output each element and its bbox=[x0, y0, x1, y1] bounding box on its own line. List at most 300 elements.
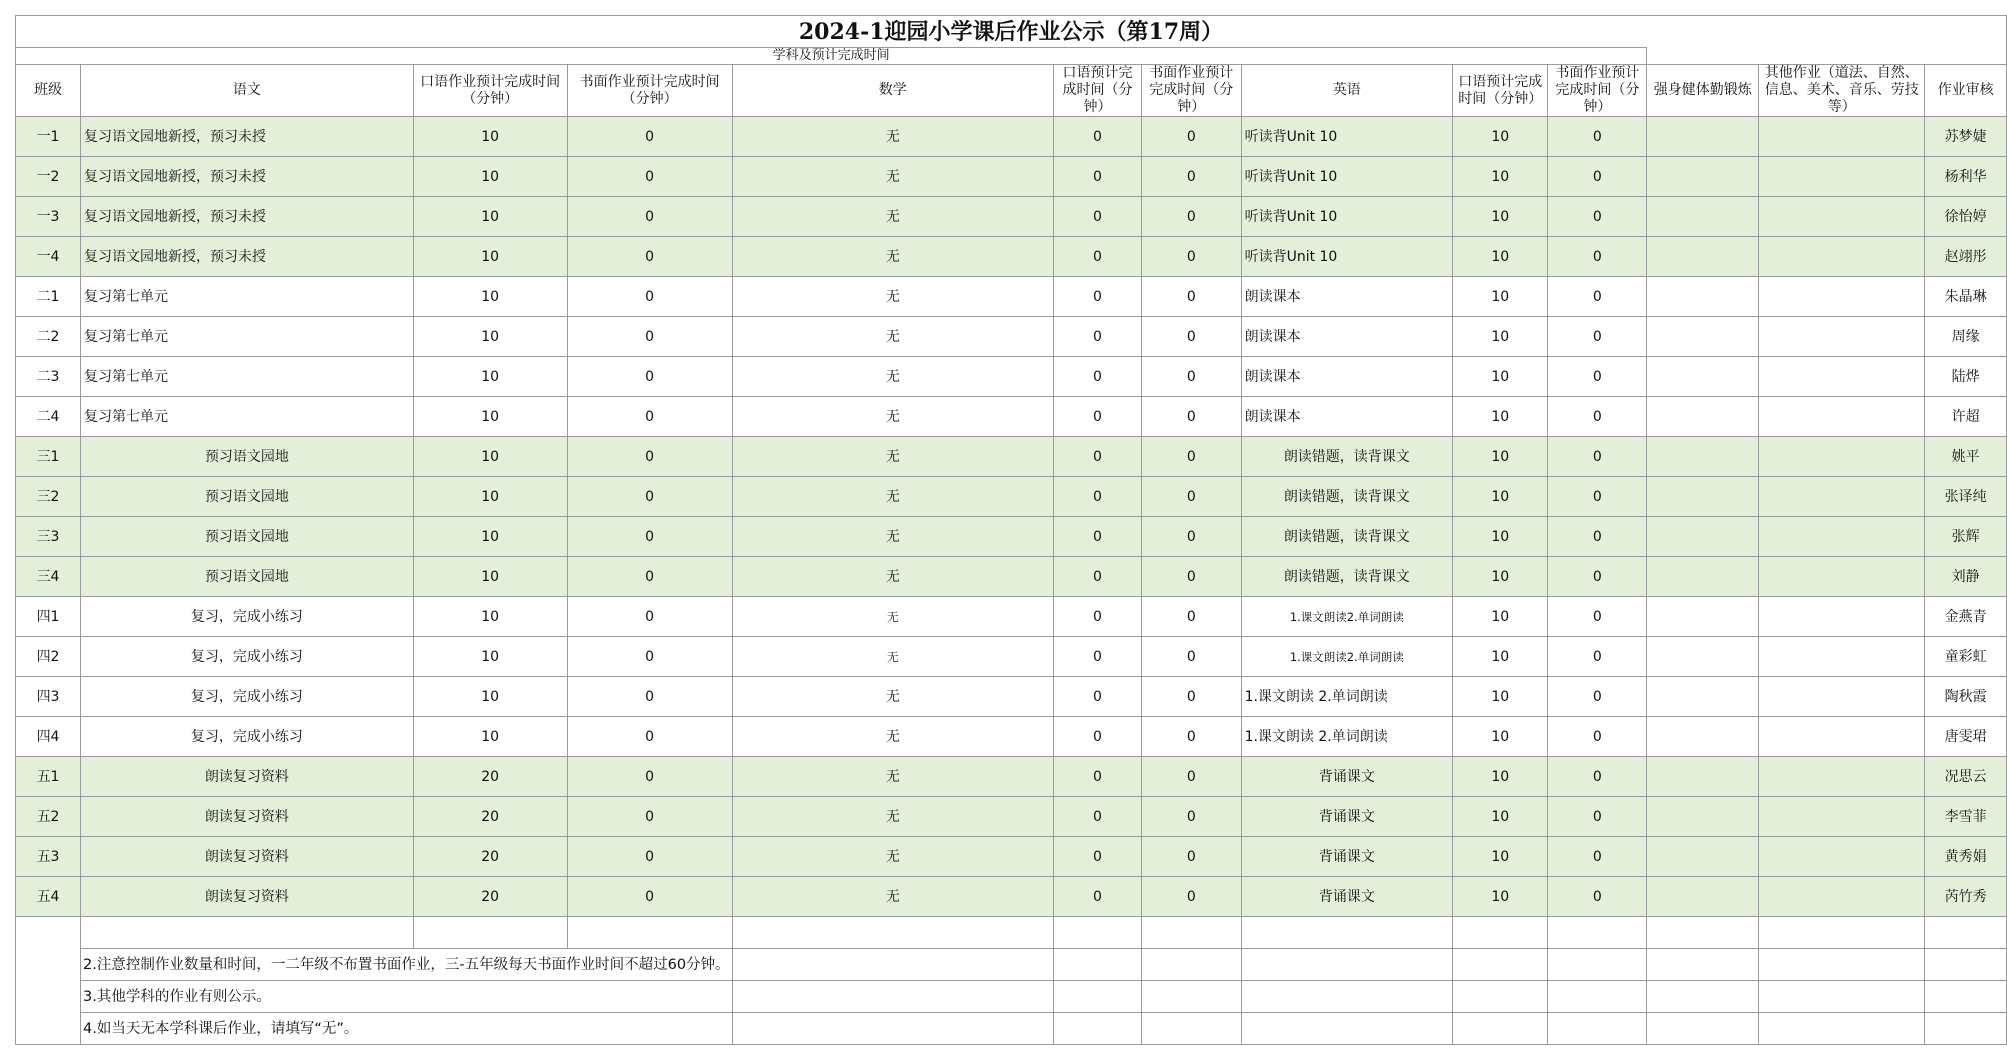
math-oral-time-cell: 0 bbox=[1053, 797, 1141, 837]
pe-cell bbox=[1647, 877, 1759, 917]
table-row bbox=[16, 717, 2007, 757]
math-oral-time-cell: 0 bbox=[1053, 757, 1141, 797]
header-chinese: 语文 bbox=[81, 65, 414, 117]
english-written-time-cell: 0 bbox=[1548, 317, 1647, 357]
blank-cell bbox=[1053, 981, 1141, 1013]
blank-cell bbox=[1053, 949, 1141, 981]
chinese-homework-cell: 复习，完成小练习 bbox=[81, 677, 414, 717]
subtitle-blank bbox=[1647, 48, 2007, 65]
chinese-homework-cell: 预习语文园地 bbox=[81, 437, 414, 477]
other-homework-cell bbox=[1759, 637, 1925, 677]
chinese-homework-cell: 预习语文园地 bbox=[81, 517, 414, 557]
english-oral-time-cell: 10 bbox=[1453, 517, 1548, 557]
english-oral-time-cell: 10 bbox=[1453, 197, 1548, 237]
header-other-homework: 其他作业（道法、自然、信息、美术、音乐、劳技等） bbox=[1759, 65, 1925, 117]
english-homework-cell: 背诵课文 bbox=[1241, 797, 1452, 837]
math-oral-time-cell: 0 bbox=[1053, 677, 1141, 717]
blank-cell bbox=[1241, 949, 1452, 981]
pe-cell bbox=[1647, 477, 1759, 517]
table-row bbox=[16, 157, 2007, 197]
chinese-oral-time-cell: 10 bbox=[413, 277, 567, 317]
reviewer-cell: 况思云 bbox=[1925, 757, 2007, 797]
english-oral-time-cell: 10 bbox=[1453, 117, 1548, 157]
other-homework-cell bbox=[1759, 877, 1925, 917]
math-homework-cell: 无 bbox=[732, 877, 1053, 917]
header-class: 班级 bbox=[16, 65, 81, 117]
english-oral-time-cell: 10 bbox=[1453, 237, 1548, 277]
class-cell: 四4 bbox=[16, 717, 81, 757]
reviewer-cell: 杨利华 bbox=[1925, 157, 2007, 197]
other-homework-cell bbox=[1759, 477, 1925, 517]
note-row bbox=[16, 949, 2007, 981]
pe-cell bbox=[1647, 277, 1759, 317]
class-cell: 五4 bbox=[16, 877, 81, 917]
english-written-time-cell: 0 bbox=[1548, 157, 1647, 197]
note-indent-cell bbox=[16, 981, 81, 1013]
other-homework-cell bbox=[1759, 437, 1925, 477]
math-written-time-cell: 0 bbox=[1142, 637, 1242, 677]
math-written-time-cell: 0 bbox=[1142, 797, 1242, 837]
math-homework-cell: 无 bbox=[732, 557, 1053, 597]
english-written-time-cell: 0 bbox=[1548, 557, 1647, 597]
pe-cell bbox=[1647, 637, 1759, 677]
math-written-time-cell: 0 bbox=[1142, 477, 1242, 517]
math-written-time-cell: 0 bbox=[1142, 357, 1242, 397]
class-cell: 四3 bbox=[16, 677, 81, 717]
math-written-time-cell: 0 bbox=[1142, 437, 1242, 477]
table-row bbox=[16, 517, 2007, 557]
homework-table bbox=[15, 15, 2007, 1045]
blank-cell bbox=[732, 1013, 1053, 1045]
english-homework-cell: 听读背Unit 10 bbox=[1241, 197, 1452, 237]
blank-cell bbox=[1453, 981, 1548, 1013]
reviewer-cell: 金燕青 bbox=[1925, 597, 2007, 637]
chinese-written-time-cell: 0 bbox=[567, 397, 732, 437]
header-english-oral-time: 口语预计完成时间（分钟） bbox=[1453, 65, 1548, 117]
class-cell: 五1 bbox=[16, 757, 81, 797]
pe-cell bbox=[1647, 757, 1759, 797]
math-oral-time-cell: 0 bbox=[1053, 197, 1141, 237]
table-row bbox=[16, 597, 2007, 637]
class-cell: 二4 bbox=[16, 397, 81, 437]
english-written-time-cell: 0 bbox=[1548, 877, 1647, 917]
math-oral-time-cell: 0 bbox=[1053, 477, 1141, 517]
english-homework-cell: 朗读课本 bbox=[1241, 397, 1452, 437]
other-homework-cell bbox=[1759, 837, 1925, 877]
pe-cell bbox=[1647, 157, 1759, 197]
note-text: 4.如当天无本学科课后作业，请填写“无”。 bbox=[81, 1013, 733, 1045]
blank-cell bbox=[1548, 917, 1647, 949]
table-row bbox=[16, 797, 2007, 837]
blank-cell bbox=[1759, 917, 1925, 949]
math-written-time-cell: 0 bbox=[1142, 157, 1242, 197]
other-homework-cell bbox=[1759, 117, 1925, 157]
math-oral-time-cell: 0 bbox=[1053, 517, 1141, 557]
chinese-written-time-cell: 0 bbox=[567, 237, 732, 277]
table-row bbox=[16, 477, 2007, 517]
english-written-time-cell: 0 bbox=[1548, 477, 1647, 517]
class-cell: 一4 bbox=[16, 237, 81, 277]
page-title: 2024-1迎园小学课后作业公示（第17周） bbox=[16, 16, 2007, 48]
other-homework-cell bbox=[1759, 677, 1925, 717]
chinese-oral-time-cell: 10 bbox=[413, 677, 567, 717]
class-cell: 三3 bbox=[16, 517, 81, 557]
math-homework-cell: 无 bbox=[732, 597, 1053, 637]
note-indent-cell bbox=[16, 949, 81, 981]
english-oral-time-cell: 10 bbox=[1453, 837, 1548, 877]
reviewer-cell: 许超 bbox=[1925, 397, 2007, 437]
pe-cell bbox=[1647, 717, 1759, 757]
blank-cell bbox=[1647, 1013, 1759, 1045]
blank-cell bbox=[1759, 949, 1925, 981]
class-cell: 二1 bbox=[16, 277, 81, 317]
pe-cell bbox=[1647, 317, 1759, 357]
other-homework-cell bbox=[1759, 797, 1925, 837]
reviewer-cell: 周缘 bbox=[1925, 317, 2007, 357]
reviewer-cell: 黄秀娟 bbox=[1925, 837, 2007, 877]
blank-cell bbox=[1142, 1013, 1242, 1045]
math-homework-cell: 无 bbox=[732, 237, 1053, 277]
chinese-written-time-cell: 0 bbox=[567, 557, 732, 597]
chinese-homework-cell: 复习语文园地新授，预习未授 bbox=[81, 197, 414, 237]
english-oral-time-cell: 10 bbox=[1453, 677, 1548, 717]
pe-cell bbox=[1647, 117, 1759, 157]
english-written-time-cell: 0 bbox=[1548, 237, 1647, 277]
class-cell: 四1 bbox=[16, 597, 81, 637]
chinese-homework-cell: 复习，完成小练习 bbox=[81, 717, 414, 757]
math-homework-cell: 无 bbox=[732, 277, 1053, 317]
chinese-homework-cell: 朗读复习资料 bbox=[81, 877, 414, 917]
english-oral-time-cell: 10 bbox=[1453, 437, 1548, 477]
english-homework-cell: 朗读错题，读背课文 bbox=[1241, 477, 1452, 517]
english-written-time-cell: 0 bbox=[1548, 357, 1647, 397]
math-oral-time-cell: 0 bbox=[1053, 277, 1141, 317]
header-english: 英语 bbox=[1241, 65, 1452, 117]
math-written-time-cell: 0 bbox=[1142, 277, 1242, 317]
table-row bbox=[16, 277, 2007, 317]
math-oral-time-cell: 0 bbox=[1053, 837, 1141, 877]
math-oral-time-cell: 0 bbox=[1053, 117, 1141, 157]
note-text: 3.其他学科的作业有则公示。 bbox=[81, 981, 733, 1013]
math-oral-time-cell: 0 bbox=[1053, 877, 1141, 917]
blank-cell bbox=[1925, 981, 2007, 1013]
math-oral-time-cell: 0 bbox=[1053, 437, 1141, 477]
reviewer-cell: 苏梦婕 bbox=[1925, 117, 2007, 157]
other-homework-cell bbox=[1759, 157, 1925, 197]
note-text: 2.注意控制作业数量和时间，一二年级不布置书面作业，三-五年级每天书面作业时间不超过60分钟。 bbox=[81, 949, 733, 981]
class-cell: 四2 bbox=[16, 637, 81, 677]
class-cell: 二2 bbox=[16, 317, 81, 357]
reviewer-cell: 姚平 bbox=[1925, 437, 2007, 477]
math-oral-time-cell: 0 bbox=[1053, 157, 1141, 197]
pe-cell bbox=[1647, 557, 1759, 597]
english-written-time-cell: 0 bbox=[1548, 397, 1647, 437]
table-row bbox=[16, 357, 2007, 397]
math-homework-cell: 无 bbox=[732, 117, 1053, 157]
english-homework-cell: 朗读课本 bbox=[1241, 277, 1452, 317]
math-homework-cell: 无 bbox=[732, 157, 1053, 197]
note-indent-cell bbox=[16, 1013, 81, 1045]
chinese-oral-time-cell: 10 bbox=[413, 237, 567, 277]
chinese-oral-time-cell: 10 bbox=[413, 397, 567, 437]
english-written-time-cell: 0 bbox=[1548, 637, 1647, 677]
table-row bbox=[16, 557, 2007, 597]
math-oral-time-cell: 0 bbox=[1053, 317, 1141, 357]
english-homework-cell: 1.课文朗读 2.单词朗读 bbox=[1241, 677, 1452, 717]
blank-cell bbox=[1453, 917, 1548, 949]
reviewer-cell: 张译纯 bbox=[1925, 477, 2007, 517]
other-homework-cell bbox=[1759, 757, 1925, 797]
chinese-homework-cell: 朗读复习资料 bbox=[81, 837, 414, 877]
table-row bbox=[16, 437, 2007, 477]
math-oral-time-cell: 0 bbox=[1053, 397, 1141, 437]
table-row bbox=[16, 677, 2007, 717]
english-oral-time-cell: 10 bbox=[1453, 877, 1548, 917]
blank-cell bbox=[1647, 981, 1759, 1013]
reviewer-cell: 徐怡婷 bbox=[1925, 197, 2007, 237]
english-oral-time-cell: 10 bbox=[1453, 557, 1548, 597]
math-homework-cell: 无 bbox=[732, 477, 1053, 517]
pe-cell bbox=[1647, 517, 1759, 557]
math-written-time-cell: 0 bbox=[1142, 117, 1242, 157]
math-homework-cell: 无 bbox=[732, 197, 1053, 237]
chinese-written-time-cell: 0 bbox=[567, 477, 732, 517]
blank-cell bbox=[732, 981, 1053, 1013]
chinese-homework-cell: 复习第七单元 bbox=[81, 317, 414, 357]
chinese-homework-cell: 朗读复习资料 bbox=[81, 757, 414, 797]
chinese-written-time-cell: 0 bbox=[567, 877, 732, 917]
header-english-written-time: 书面作业预计完成时间（分钟） bbox=[1548, 65, 1647, 117]
chinese-written-time-cell: 0 bbox=[567, 437, 732, 477]
english-oral-time-cell: 10 bbox=[1453, 637, 1548, 677]
math-oral-time-cell: 0 bbox=[1053, 597, 1141, 637]
reviewer-cell: 赵翊彤 bbox=[1925, 237, 2007, 277]
chinese-oral-time-cell: 10 bbox=[413, 557, 567, 597]
chinese-homework-cell: 预习语文园地 bbox=[81, 477, 414, 517]
math-written-time-cell: 0 bbox=[1142, 317, 1242, 357]
reviewer-cell: 芮竹秀 bbox=[1925, 877, 2007, 917]
other-homework-cell bbox=[1759, 517, 1925, 557]
chinese-oral-time-cell: 10 bbox=[413, 197, 567, 237]
math-written-time-cell: 0 bbox=[1142, 397, 1242, 437]
math-oral-time-cell: 0 bbox=[1053, 637, 1141, 677]
blank-cell bbox=[732, 917, 1053, 949]
blank-cell bbox=[413, 917, 567, 949]
class-cell: 三2 bbox=[16, 477, 81, 517]
other-homework-cell bbox=[1759, 597, 1925, 637]
header-reviewer: 作业审核 bbox=[1925, 65, 2007, 117]
other-homework-cell bbox=[1759, 237, 1925, 277]
english-homework-cell: 听读背Unit 10 bbox=[1241, 157, 1452, 197]
english-oral-time-cell: 10 bbox=[1453, 317, 1548, 357]
chinese-written-time-cell: 0 bbox=[567, 637, 732, 677]
table-row bbox=[16, 637, 2007, 677]
class-cell: 五3 bbox=[16, 837, 81, 877]
math-homework-cell: 无 bbox=[732, 357, 1053, 397]
blank-cell bbox=[1241, 981, 1452, 1013]
math-written-time-cell: 0 bbox=[1142, 597, 1242, 637]
math-oral-time-cell: 0 bbox=[1053, 237, 1141, 277]
chinese-oral-time-cell: 10 bbox=[413, 357, 567, 397]
header-math-oral-time: 口语预计完成时间（分钟） bbox=[1053, 65, 1141, 117]
pe-cell bbox=[1647, 397, 1759, 437]
chinese-written-time-cell: 0 bbox=[567, 277, 732, 317]
chinese-oral-time-cell: 10 bbox=[413, 437, 567, 477]
class-cell: 一2 bbox=[16, 157, 81, 197]
chinese-homework-cell: 复习，完成小练习 bbox=[81, 597, 414, 637]
note-row bbox=[16, 981, 2007, 1013]
chinese-written-time-cell: 0 bbox=[567, 677, 732, 717]
english-written-time-cell: 0 bbox=[1548, 677, 1647, 717]
reviewer-cell: 陆烨 bbox=[1925, 357, 2007, 397]
chinese-oral-time-cell: 10 bbox=[413, 717, 567, 757]
chinese-oral-time-cell: 20 bbox=[413, 757, 567, 797]
chinese-oral-time-cell: 20 bbox=[413, 837, 567, 877]
pe-cell bbox=[1647, 677, 1759, 717]
other-homework-cell bbox=[1759, 717, 1925, 757]
english-homework-cell: 朗读错题，读背课文 bbox=[1241, 437, 1452, 477]
math-homework-cell: 无 bbox=[732, 677, 1053, 717]
pe-cell bbox=[1647, 237, 1759, 277]
note-row bbox=[16, 1013, 2007, 1045]
class-cell: 一1 bbox=[16, 117, 81, 157]
english-written-time-cell: 0 bbox=[1548, 517, 1647, 557]
blank-cell bbox=[1759, 981, 1925, 1013]
chinese-oral-time-cell: 10 bbox=[413, 477, 567, 517]
chinese-written-time-cell: 0 bbox=[567, 837, 732, 877]
other-homework-cell bbox=[1759, 357, 1925, 397]
reviewer-cell: 张辉 bbox=[1925, 517, 2007, 557]
blank-cell bbox=[1925, 949, 2007, 981]
chinese-oral-time-cell: 10 bbox=[413, 597, 567, 637]
math-oral-time-cell: 0 bbox=[1053, 357, 1141, 397]
chinese-written-time-cell: 0 bbox=[567, 717, 732, 757]
chinese-written-time-cell: 0 bbox=[567, 357, 732, 397]
english-homework-cell: 背诵课文 bbox=[1241, 877, 1452, 917]
class-cell: 二3 bbox=[16, 357, 81, 397]
reviewer-cell: 朱晶琳 bbox=[1925, 277, 2007, 317]
chinese-oral-time-cell: 20 bbox=[413, 797, 567, 837]
reviewer-cell: 童彩虹 bbox=[1925, 637, 2007, 677]
blank-cell bbox=[567, 917, 732, 949]
blank-cell bbox=[1453, 949, 1548, 981]
english-homework-cell: 朗读课本 bbox=[1241, 317, 1452, 357]
header-math: 数学 bbox=[732, 65, 1053, 117]
english-written-time-cell: 0 bbox=[1548, 597, 1647, 637]
reviewer-cell: 李雪菲 bbox=[1925, 797, 2007, 837]
chinese-homework-cell: 复习第七单元 bbox=[81, 357, 414, 397]
math-written-time-cell: 0 bbox=[1142, 197, 1242, 237]
chinese-written-time-cell: 0 bbox=[567, 157, 732, 197]
chinese-written-time-cell: 0 bbox=[567, 597, 732, 637]
blank-cell bbox=[1053, 1013, 1141, 1045]
math-written-time-cell: 0 bbox=[1142, 837, 1242, 877]
blank-cell bbox=[1548, 1013, 1647, 1045]
note-indent-cell bbox=[16, 917, 81, 949]
english-written-time-cell: 0 bbox=[1548, 197, 1647, 237]
english-homework-cell: 朗读错题，读背课文 bbox=[1241, 517, 1452, 557]
english-oral-time-cell: 10 bbox=[1453, 597, 1548, 637]
pe-cell bbox=[1647, 797, 1759, 837]
chinese-oral-time-cell: 10 bbox=[413, 637, 567, 677]
table-row bbox=[16, 117, 2007, 157]
math-written-time-cell: 0 bbox=[1142, 677, 1242, 717]
math-written-time-cell: 0 bbox=[1142, 557, 1242, 597]
chinese-written-time-cell: 0 bbox=[567, 517, 732, 557]
chinese-oral-time-cell: 10 bbox=[413, 117, 567, 157]
other-homework-cell bbox=[1759, 397, 1925, 437]
table-row bbox=[16, 317, 2007, 357]
math-homework-cell: 无 bbox=[732, 317, 1053, 357]
english-homework-cell: 背诵课文 bbox=[1241, 757, 1452, 797]
english-written-time-cell: 0 bbox=[1548, 837, 1647, 877]
blank-cell bbox=[1759, 1013, 1925, 1045]
pe-cell bbox=[1647, 357, 1759, 397]
blank-cell bbox=[1241, 1013, 1452, 1045]
math-oral-time-cell: 0 bbox=[1053, 557, 1141, 597]
english-written-time-cell: 0 bbox=[1548, 437, 1647, 477]
blank-cell bbox=[1647, 917, 1759, 949]
math-homework-cell: 无 bbox=[732, 437, 1053, 477]
blank-cell bbox=[1548, 981, 1647, 1013]
blank-cell bbox=[1925, 1013, 2007, 1045]
other-homework-cell bbox=[1759, 277, 1925, 317]
other-homework-cell bbox=[1759, 317, 1925, 357]
blank-cell bbox=[1053, 917, 1141, 949]
class-cell: 一3 bbox=[16, 197, 81, 237]
english-written-time-cell: 0 bbox=[1548, 717, 1647, 757]
table-row bbox=[16, 757, 2007, 797]
pe-cell bbox=[1647, 437, 1759, 477]
blank-cell bbox=[1142, 917, 1242, 949]
english-homework-cell: 听读背Unit 10 bbox=[1241, 117, 1452, 157]
english-oral-time-cell: 10 bbox=[1453, 757, 1548, 797]
blank-cell bbox=[1142, 949, 1242, 981]
table-row bbox=[16, 837, 2007, 877]
subject-subtitle: 学科及预计完成时间 bbox=[16, 48, 1647, 65]
note-row bbox=[16, 917, 2007, 949]
reviewer-cell: 刘静 bbox=[1925, 557, 2007, 597]
chinese-written-time-cell: 0 bbox=[567, 117, 732, 157]
table-row bbox=[16, 237, 2007, 277]
math-homework-cell: 无 bbox=[732, 397, 1053, 437]
math-written-time-cell: 0 bbox=[1142, 877, 1242, 917]
math-written-time-cell: 0 bbox=[1142, 717, 1242, 757]
header-chinese-written-time: 书面作业预计完成时间（分钟） bbox=[567, 65, 732, 117]
math-oral-time-cell: 0 bbox=[1053, 717, 1141, 757]
chinese-homework-cell: 复习语文园地新授，预习未授 bbox=[81, 157, 414, 197]
math-written-time-cell: 0 bbox=[1142, 517, 1242, 557]
pe-cell bbox=[1647, 597, 1759, 637]
math-homework-cell: 无 bbox=[732, 797, 1053, 837]
reviewer-cell: 陶秋霞 bbox=[1925, 677, 2007, 717]
chinese-homework-cell: 朗读复习资料 bbox=[81, 797, 414, 837]
header-chinese-oral-time: 口语作业预计完成时间（分钟） bbox=[413, 65, 567, 117]
chinese-oral-time-cell: 20 bbox=[413, 877, 567, 917]
math-written-time-cell: 0 bbox=[1142, 237, 1242, 277]
pe-cell bbox=[1647, 197, 1759, 237]
math-homework-cell: 无 bbox=[732, 637, 1053, 677]
other-homework-cell bbox=[1759, 557, 1925, 597]
table-row bbox=[16, 197, 2007, 237]
class-cell: 三4 bbox=[16, 557, 81, 597]
chinese-homework-cell: 复习，完成小练习 bbox=[81, 637, 414, 677]
english-written-time-cell: 0 bbox=[1548, 757, 1647, 797]
other-homework-cell bbox=[1759, 197, 1925, 237]
english-homework-cell: 1.课文朗读 2.单词朗读 bbox=[1241, 717, 1452, 757]
chinese-written-time-cell: 0 bbox=[567, 757, 732, 797]
blank-cell bbox=[1453, 1013, 1548, 1045]
